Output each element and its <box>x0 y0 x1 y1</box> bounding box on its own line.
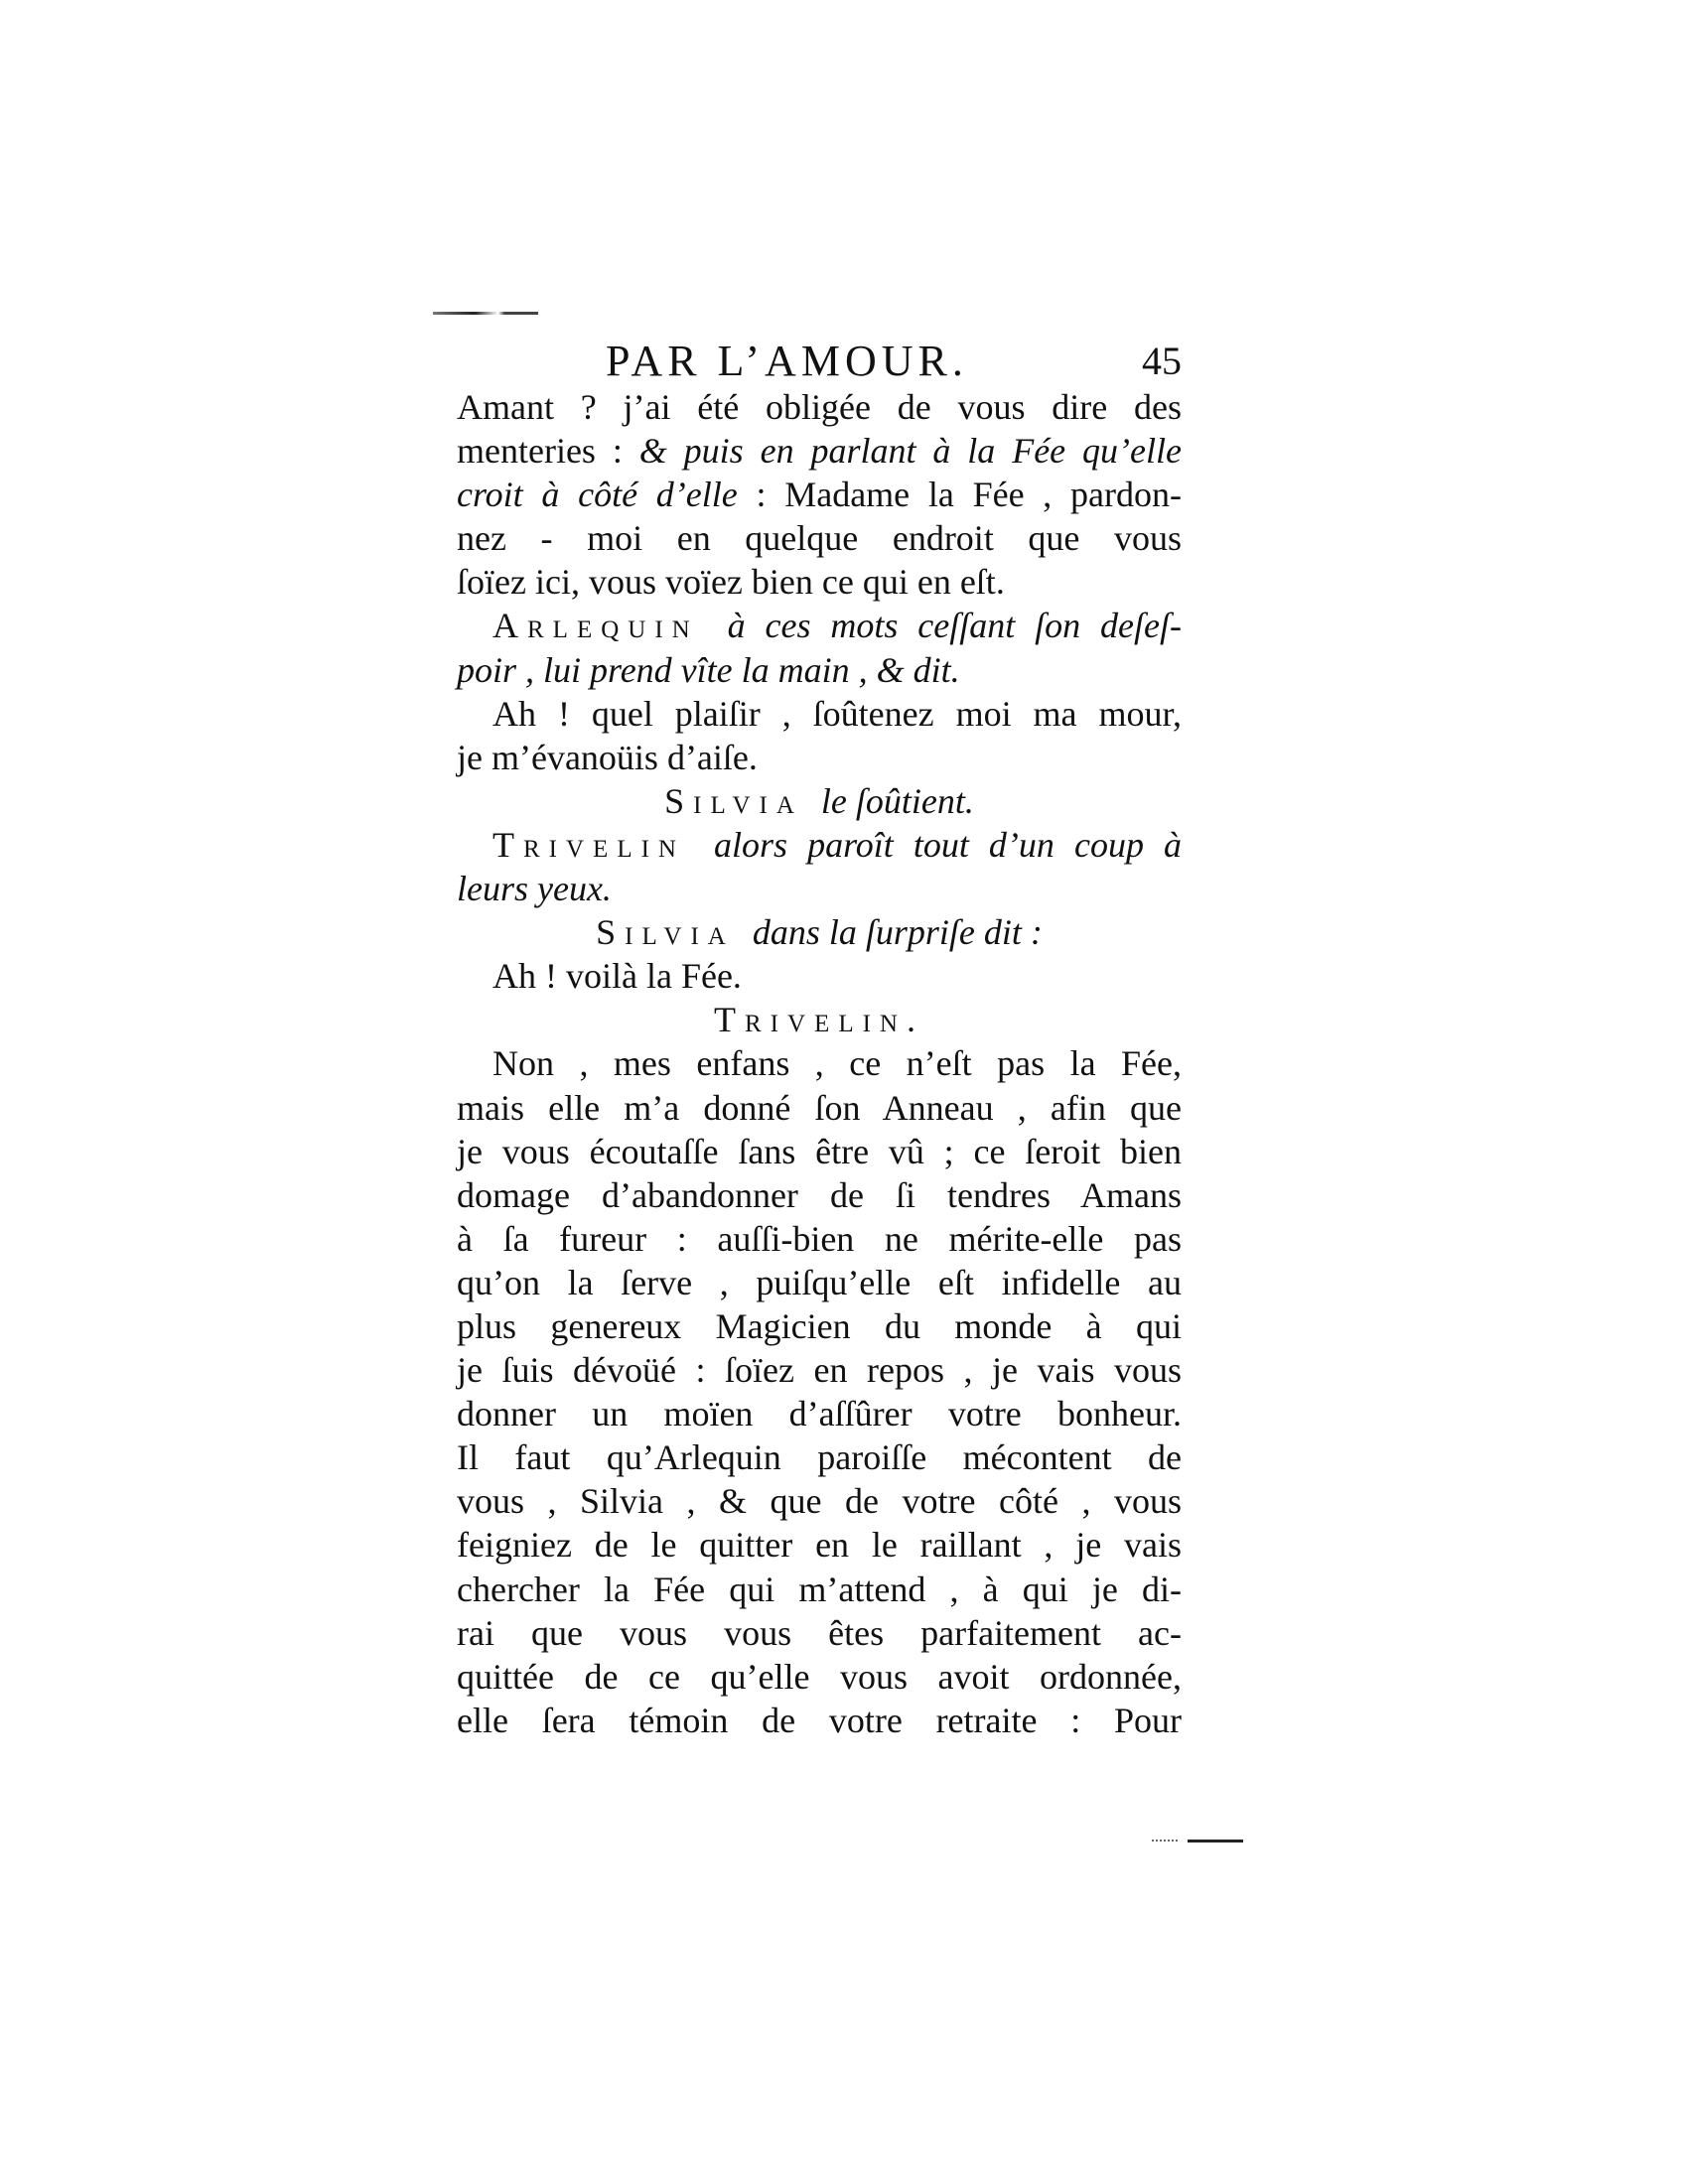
dialogue-text: : Madame la Fée , pardon- <box>737 475 1182 515</box>
text-line <box>457 1568 1182 1611</box>
dialogue-text: à ſa fureur : auſſi-bien ne mérite-elle pas <box>457 1218 1182 1259</box>
text-line <box>457 823 1182 867</box>
text-line <box>457 1217 1182 1261</box>
dialogue-text: elle ſera témoin de votre retraite : Pour <box>457 1700 1182 1740</box>
stage-direction: leurs yeux. <box>457 869 612 909</box>
dialogue-text: je m’évanoüis d’aiſe. <box>457 737 758 777</box>
dialogue-text: Amant ? j’ai été obligée de vous dire des <box>457 387 1182 427</box>
stage-direction: poir , lui prend vîte la main , & dit. <box>457 649 960 690</box>
dialogue-text: qu’on la ſerve , puiſqu’elle eſt infidelle au <box>457 1262 1182 1302</box>
dialogue-text: menteries : <box>457 431 639 472</box>
dialogue-text: feigniez de le quitter en le raillant , je vais <box>457 1525 1182 1566</box>
speaker-name: Silvia <box>596 912 753 953</box>
stage-direction: le ſoûtient. <box>820 780 974 821</box>
speaker-name: Silvia <box>664 780 821 821</box>
dialogue-text: rai que vous vous êtes parfaitement ac- <box>457 1612 1182 1653</box>
dialogue-text: domage d’abandonner de ſi tendres Amans <box>457 1174 1182 1215</box>
dialogue-text: vous , Silvia , & que de votre côté , vous <box>457 1481 1182 1522</box>
text-line <box>457 516 1182 560</box>
dialogue-text: Non , mes enfans , ce n’eſt pas la Fée, <box>492 1043 1182 1084</box>
dialogue-text: Ah ! voilà la Fée. <box>492 956 742 997</box>
running-title: PAR L’AMOUR. <box>606 337 968 385</box>
speaker-name: Trivelin. <box>714 1000 924 1040</box>
dialogue-text: nez - moi en quelque endroit que vous <box>457 518 1182 559</box>
text-line <box>457 385 1182 429</box>
dialogue-text: chercher la Fée qui m’attend , à qui je di- <box>457 1569 1182 1609</box>
scan-mark-bottom-dots <box>1152 1840 1178 1843</box>
text-line <box>457 1348 1182 1392</box>
text-line <box>457 1304 1182 1348</box>
stage-direction: croit à côté d’elle <box>457 475 738 515</box>
speaker-heading-line <box>457 998 1182 1041</box>
text-line <box>457 736 1182 779</box>
dialogue-text: je vous écoutaſſe ſans être vû ; ce ſeroit bien <box>457 1131 1182 1171</box>
dialogue-text: Ah ! quel plaiſir , ſoûtenez moi ma mour, <box>492 693 1182 734</box>
text-line <box>457 604 1182 647</box>
text-line <box>457 1041 1182 1085</box>
speaker-name: Trivelin <box>492 824 715 865</box>
stage-direction: alors paroît tout d’un coup à <box>714 824 1183 865</box>
text-line <box>457 1479 1182 1523</box>
text-line <box>457 867 1182 910</box>
text-line <box>457 473 1182 516</box>
text-line <box>457 1699 1182 1742</box>
dialogue-text: Il faut qu’Arlequin paroiſſe mécontent de <box>457 1437 1182 1478</box>
text-line <box>457 692 1182 736</box>
speaker-heading-line <box>457 779 1182 823</box>
speaker-heading-line <box>457 910 1182 954</box>
page-number: 45 <box>1142 339 1182 383</box>
text-line <box>457 1261 1182 1304</box>
text-line <box>457 560 1182 604</box>
text-line <box>457 1173 1182 1217</box>
text-line <box>457 1086 1182 1130</box>
text-line <box>457 1435 1182 1479</box>
speaker-name: Arlequin <box>492 606 728 646</box>
dialogue-text: ſoïez ici, vous voïez bien ce qui en eſt. <box>457 562 1005 603</box>
text-line <box>457 1655 1182 1699</box>
dialogue-text: donner un moïen d’aſſûrer votre bonheur. <box>457 1394 1182 1434</box>
scan-mark-top <box>433 312 538 315</box>
text-line <box>457 1611 1182 1655</box>
text-line <box>457 1130 1182 1173</box>
stage-direction: dans la ſurpriſe dit : <box>752 912 1043 953</box>
dialogue-text: quittée de ce qu’elle vous avoit ordonnée, <box>457 1656 1182 1697</box>
text-line <box>457 1392 1182 1435</box>
text-line <box>457 648 1182 692</box>
text-line <box>457 1523 1182 1567</box>
stage-direction: à ces mots ceſſant ſon deſeſ- <box>727 606 1183 646</box>
page-header <box>457 336 1182 385</box>
scan-mark-bottom <box>1188 1840 1243 1843</box>
dialogue-text: plus genereux Magicien du monde à qui <box>457 1305 1182 1346</box>
text-line <box>457 429 1182 473</box>
dialogue-text: mais elle m’a donné ſon Anneau , afin que <box>457 1087 1182 1128</box>
text-line <box>457 954 1182 998</box>
dialogue-text: je ſuis dévoüé : ſoïez en repos , je vais vous <box>457 1350 1182 1391</box>
page-body-text <box>457 385 1182 1742</box>
stage-direction: & puis en parlant à la Fée qu’elle <box>638 431 1183 472</box>
